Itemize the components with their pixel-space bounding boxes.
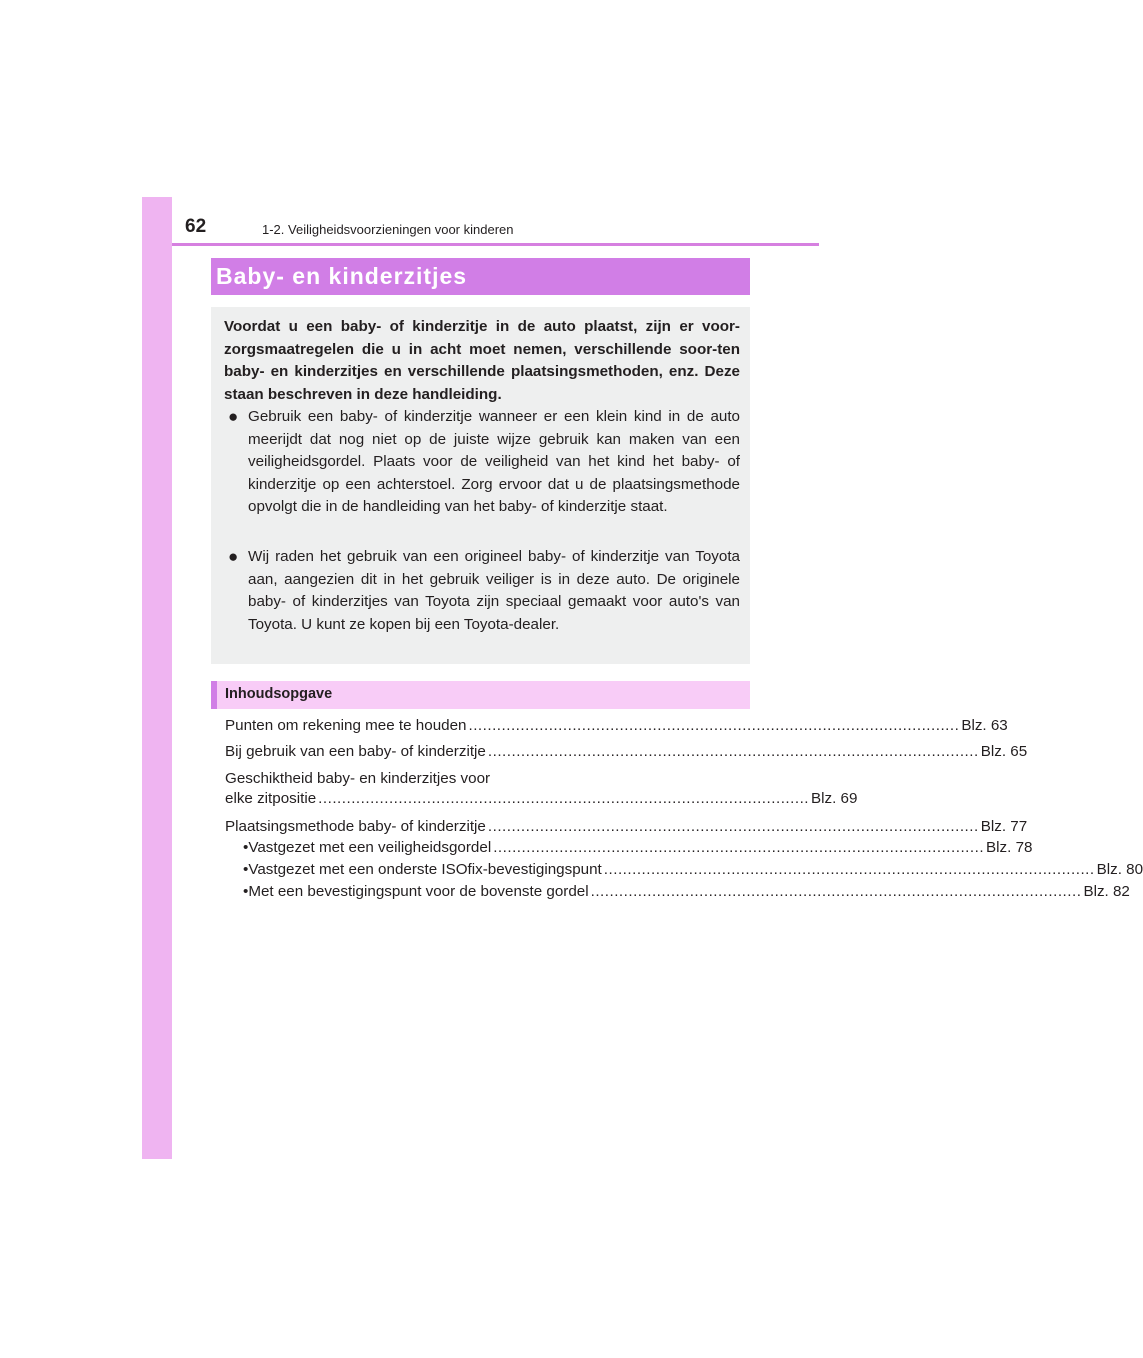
chapter-sidebar-tab (142, 197, 172, 1159)
toc-entry-page: Blz. 82 (1083, 883, 1130, 900)
toc-entry-page: Blz. 78 (986, 839, 1033, 856)
toc-entry[interactable] (225, 742, 1028, 762)
toc-leader-dots: ........................................................................................................ (487, 818, 979, 835)
intro-bullet-1 (224, 406, 740, 519)
toc-entry-label: Bij gebruik van een baby- of kinderzitje (225, 743, 486, 760)
toc-header: Inhoudsopgave (225, 686, 333, 702)
toc-sub-entry[interactable] (243, 860, 1143, 880)
toc-entry-label: Vastgezet met een veiligheidsgordel (248, 839, 492, 856)
toc-entry-label: Punten om rekening mee te houden (225, 717, 467, 734)
intro-bullet-2 (224, 546, 740, 636)
toc-entry-label: Plaatsingsmethode baby- of kinderzitje (225, 818, 486, 835)
toc-entry-label: Met een bevestigingspunt voor de bovenste gordel (248, 883, 589, 900)
section-title: Baby- en kinderzitjes (216, 263, 468, 289)
toc-leader-dots: ........................................................................................................ (493, 839, 985, 856)
toc-bullet-icon: • (243, 861, 249, 878)
toc-leader-dots: ........................................................................................................ (318, 790, 810, 807)
toc-entry[interactable] (225, 769, 858, 809)
toc-entry[interactable] (225, 817, 1028, 837)
bullet-text: Gebruik een baby- of kinderzitje wanneer er een klein kind in de auto meerijdt dat nog niet op de juiste wijze gebruik kan maken van een veiligheidsgordel. Plaats voor de veiligheid van het kind het baby- of kinderzitje op een achterstoel. Zorg ervoor dat u de plaatsingsmethode opvolgt die in de handleiding van het baby- of kinderzitje staat. (248, 408, 740, 515)
toc-leader-dots: ........................................................................................................ (468, 717, 960, 734)
bullet-dot-icon: ● (228, 547, 239, 566)
toc-bullet-icon: • (243, 839, 249, 856)
header-divider (172, 243, 819, 246)
toc-entry-page: Blz. 80 (1096, 861, 1143, 878)
toc-leader-dots: ........................................................................................................ (603, 861, 1095, 878)
running-header: 1-2. Veiligheidsvoorzieningen voor kinderen (262, 222, 514, 237)
toc-entry-page: Blz. 69 (811, 790, 858, 807)
toc-entry-label: elke zitpositie (225, 790, 317, 807)
toc-entry-page: Blz. 63 (961, 717, 1008, 734)
toc-sub-entry[interactable] (243, 838, 1033, 858)
toc-entry-page: Blz. 77 (980, 818, 1028, 835)
toc-sub-entry[interactable] (243, 882, 1130, 902)
toc-bullet-icon: • (243, 883, 249, 900)
toc-entry-label: Vastgezet met een onderste ISOfix-bevestigingspunt (248, 861, 602, 878)
bullet-text: Wij raden het gebruik van een origineel baby- of kinderzitje van Toyota aan, aangezien dit in het gebruik veiliger is in deze auto. De originele baby- of kinderzitjes van Toyota zijn speciaal gemaakt voor auto's van Toyota. U kunt ze kopen bij een Toyota-dealer. (248, 548, 740, 633)
intro-paragraph: Voordat u een baby- of kinderzitje in de auto plaatst, zijn er voor-zorgsmaatregelen die u in acht moet nemen, verschillende soor-ten baby- en kinderzitjes en verschillende plaatsingsmethoden, enz. Deze staan beschreven in deze handleiding. (224, 318, 740, 403)
toc-entry-page: Blz. 65 (980, 743, 1028, 760)
page-number: 62 (185, 216, 207, 237)
toc-entry-label-line1: Geschiktheid baby- en kinderzitjes voor (225, 770, 491, 787)
toc-header-accent (211, 681, 217, 709)
toc-leader-dots: ........................................................................................................ (487, 743, 979, 760)
toc-entry[interactable] (225, 716, 1008, 736)
bullet-dot-icon: ● (228, 407, 239, 426)
toc-leader-dots: ........................................................................................................ (590, 883, 1082, 900)
